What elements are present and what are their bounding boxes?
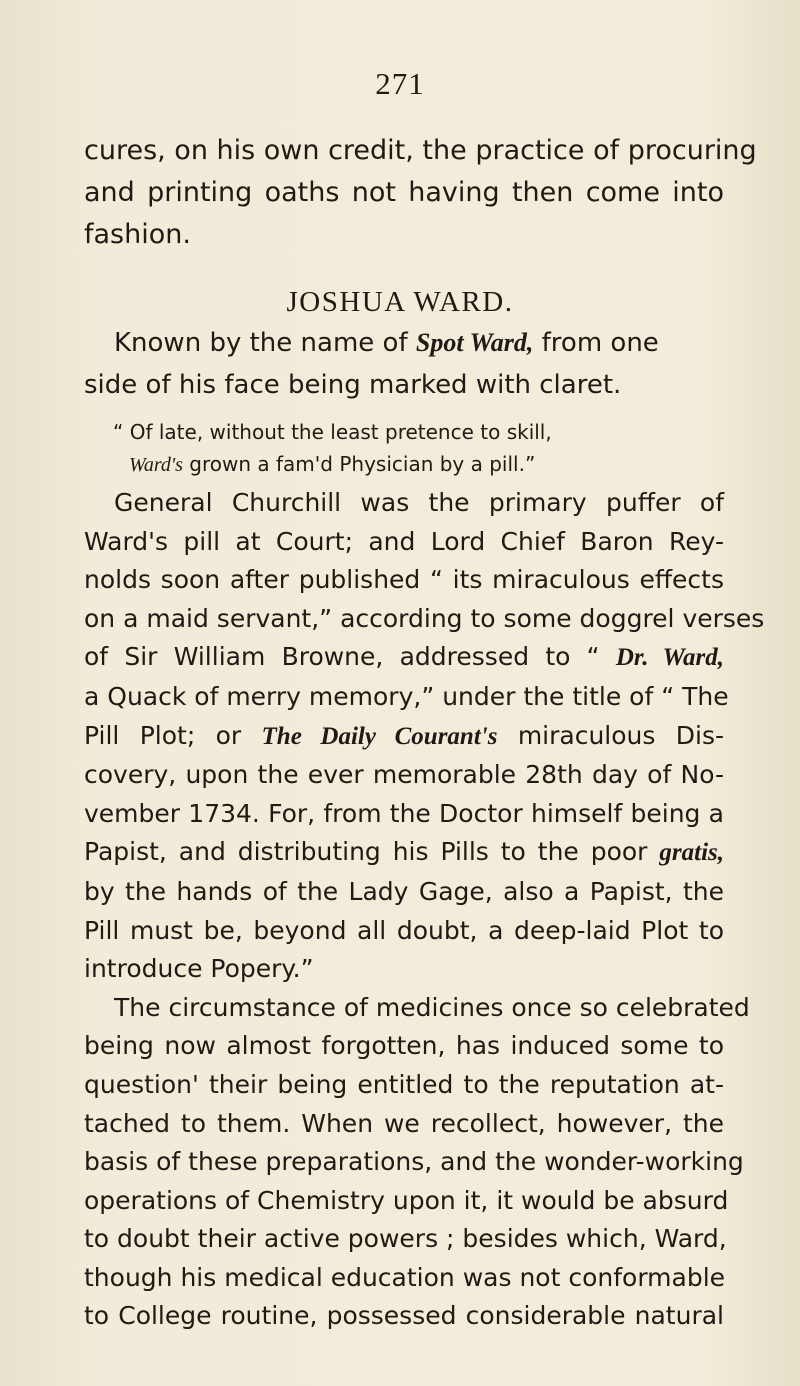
verse-quote (113, 416, 713, 481)
verse-line (113, 448, 713, 481)
text-line (84, 638, 724, 678)
subject-description (84, 322, 724, 406)
text-fragment: grown a fam'd Physician by a pill.” (182, 452, 536, 476)
text-line (84, 717, 724, 757)
text-line: to College routine, possessed considerable natural (84, 1301, 724, 1331)
intro-paragraph (84, 130, 757, 256)
text-line: Ward's pill at Court; and Lord Chief Baron Rey- (84, 526, 724, 556)
text-line: General Churchill was the primary puffer of (114, 488, 724, 517)
text-line: fashion. (84, 219, 191, 250)
text-line: vember 1734. For, from the Doctor himself being a (84, 798, 724, 828)
text-line: being now almost forgotten, has induced some to (84, 1031, 724, 1061)
text-line: tached to them. When we recollect, however, the (84, 1108, 724, 1138)
text-line: basis of these preparations, and the wonder-working (84, 1147, 744, 1177)
italic-word: gratis, (659, 839, 724, 867)
text-fragment: Pill Plot; or (84, 720, 262, 750)
text-line: covery, upon the ever memorable 28th day of No- (84, 760, 724, 790)
text-line (84, 322, 724, 364)
text-line: by the hands of the Lady Gage, also a Papist, the (84, 876, 724, 906)
section-heading: JOSHUA WARD. (286, 286, 514, 318)
text-line: a Quack of merry memory,” under the title of “ The (84, 681, 729, 711)
text-line: to doubt their active powers ; besides which, Ward, (84, 1224, 727, 1254)
text-line: operations of Chemistry upon it, it would be absurd (84, 1185, 729, 1215)
text-line: question' their being entitled to the reputation at- (84, 1069, 724, 1099)
text-line: The circumstance of medicines once so celebrated (114, 992, 750, 1022)
text-fragment: miraculous Dis- (497, 720, 724, 750)
body-paragraphs (84, 484, 765, 1336)
text-line: and printing oaths not having then come into (84, 177, 724, 208)
italic-title: The Daily Courant's (261, 722, 498, 750)
text-fragment: Known by the name of (114, 328, 416, 358)
italic-name: Ward's (129, 454, 183, 476)
page-number: 271 (375, 66, 425, 101)
text-fragment: from one (533, 328, 659, 358)
verse-line: “ Of late, without the least pretence to skill, (113, 420, 552, 444)
text-line: on a maid servant,” according to some doggrel verses (84, 603, 765, 633)
text-line: cures, on his own credit, the practice of procuring (84, 135, 757, 166)
text-line: though his medical education was not conformable (84, 1262, 726, 1292)
text-line: Pill must be, beyond all doubt, a deep-laid Plot to (84, 915, 724, 945)
italic-name: Spot Ward, (415, 328, 534, 357)
text-fragment: Papist, and distributing his Pills to the poor (84, 837, 660, 867)
text-line: nolds soon after published “ its miraculous effects (84, 565, 724, 595)
text-line: introduce Popery.” (84, 954, 314, 984)
text-line (84, 833, 724, 873)
text-fragment: of Sir William Browne, addressed to “ (84, 642, 616, 672)
text-line: side of his face being marked with claret. (84, 370, 622, 400)
italic-name: Dr. Ward, (615, 644, 724, 672)
